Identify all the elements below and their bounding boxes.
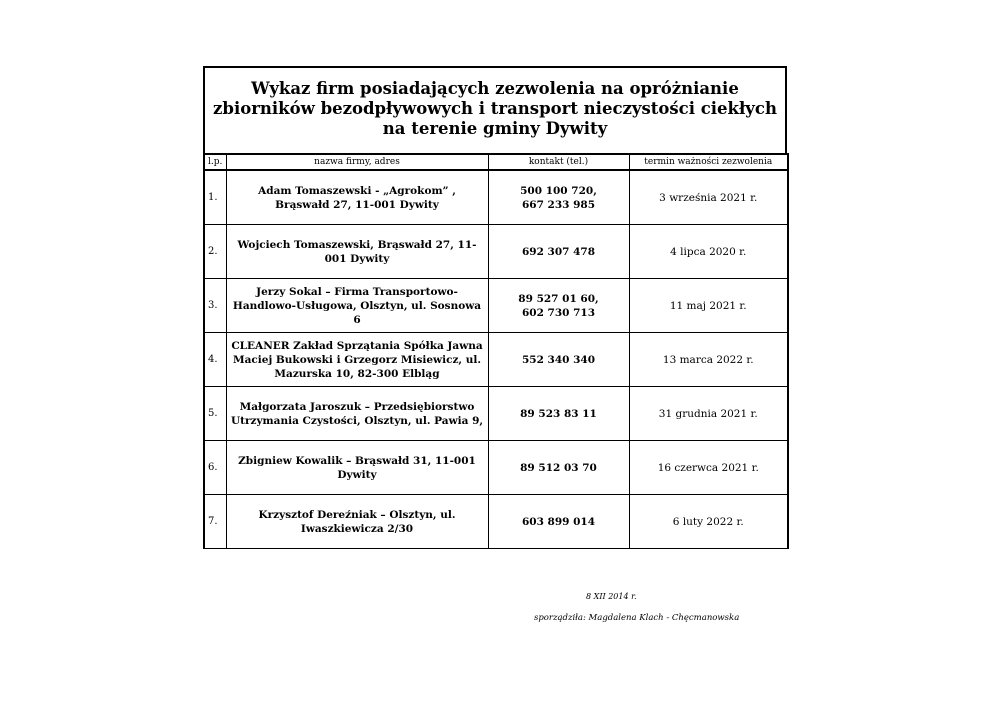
contact-phone <box>488 225 629 279</box>
table-row <box>204 279 788 333</box>
company-name-line: Krzysztof Dereźniak – Olsztyn, ul. <box>258 508 456 521</box>
company-name-line: Utrzymania Czystości, Olsztyn, ul. Pawia 9, <box>230 414 484 427</box>
table-row <box>204 441 788 495</box>
permit-expiry: 16 czerwca 2021 r. <box>629 441 788 495</box>
table-row <box>204 170 788 225</box>
table-header-row <box>204 154 788 170</box>
document-author: sporządziła: Magdalena Klach - Chęcmanowska <box>534 613 740 623</box>
company-name-line: Adam Tomaszewski - „Agrokom” , <box>258 184 456 197</box>
document-date: 8 XII 2014 r. <box>586 592 637 601</box>
row-number: 2. <box>204 225 226 279</box>
phone-line: 692 307 478 <box>521 245 596 258</box>
row-number: 7. <box>204 495 226 549</box>
phone-line: 89 523 83 11 <box>520 407 597 420</box>
header-contact: kontakt (tel.) <box>488 154 629 170</box>
company-name-line: Iwaszkiewicza 2/30 <box>300 522 414 535</box>
contact-phone <box>488 387 629 441</box>
company-name-address <box>226 387 488 441</box>
contact-phone <box>488 279 629 333</box>
company-name-address <box>226 333 488 387</box>
company-name-line: Jerzy Sokal – Firma Transportowo- <box>256 285 458 298</box>
phone-line: 500 100 720, <box>520 184 597 197</box>
row-number: 4. <box>204 333 226 387</box>
phone-line: 602 730 713 <box>521 306 596 319</box>
table-row <box>204 225 788 279</box>
header-term: termin ważności zezwolenia <box>629 154 788 170</box>
company-name-line: CLEANER Zakład Sprzątania Spółka Jawna <box>231 339 483 352</box>
row-number: 1. <box>204 170 226 225</box>
permit-expiry: 31 grudnia 2021 r. <box>629 387 788 441</box>
row-number: 5. <box>204 387 226 441</box>
phone-line: 603 899 014 <box>521 515 596 528</box>
company-name-address <box>226 279 488 333</box>
permits-document <box>203 66 787 549</box>
phone-line: 667 233 985 <box>521 198 596 211</box>
table-row <box>204 495 788 549</box>
company-name-line: Dywity <box>337 468 377 481</box>
company-name-line: Maciej Bukowski i Grzegorz Misiewicz, ul. <box>232 353 482 366</box>
phone-line: 89 527 01 60, <box>518 292 599 305</box>
company-name-address <box>226 225 488 279</box>
header-company-name: nazwa firmy, adres <box>226 154 488 170</box>
permit-expiry: 11 maj 2021 r. <box>629 279 788 333</box>
document-title: Wykaz firm posiadających zezwolenia na opróżnianie zbiorników bezodpływowych i transport nieczystości ciekłych na terenie gminy Dywity <box>203 66 787 153</box>
company-name-line: Małgorzata Jaroszuk – Przedsiębiorstwo <box>239 400 475 413</box>
permit-expiry: 6 luty 2022 r. <box>629 495 788 549</box>
company-name-line: Mazurska 10, 82-300 Elbląg <box>274 367 440 380</box>
contact-phone <box>488 495 629 549</box>
table-row <box>204 387 788 441</box>
companies-table <box>203 153 789 549</box>
company-name-line: Wojciech Tomaszewski, Brąswałd 27, 11- <box>237 238 477 251</box>
permit-expiry: 4 lipca 2020 r. <box>629 225 788 279</box>
company-name-address <box>226 170 488 225</box>
company-name-address <box>226 441 488 495</box>
company-name-line: Handlowo-Usługowa, Olsztyn, ul. Sosnowa 6 <box>232 299 482 326</box>
row-number: 6. <box>204 441 226 495</box>
permit-expiry: 13 marca 2022 r. <box>629 333 788 387</box>
row-number: 3. <box>204 279 226 333</box>
permit-expiry: 3 września 2021 r. <box>629 170 788 225</box>
contact-phone <box>488 170 629 225</box>
contact-phone <box>488 333 629 387</box>
phone-line: 552 340 340 <box>521 353 596 366</box>
table-row <box>204 333 788 387</box>
header-lp: l.p. <box>204 154 226 170</box>
company-name-line: Zbigniew Kowalik – Brąswałd 31, 11-001 <box>238 454 476 467</box>
company-name-line: 001 Dywity <box>324 252 390 265</box>
company-name-address <box>226 495 488 549</box>
company-name-line: Brąswałd 27, 11-001 Dywity <box>275 198 439 211</box>
contact-phone <box>488 441 629 495</box>
phone-line: 89 512 03 70 <box>520 461 597 474</box>
